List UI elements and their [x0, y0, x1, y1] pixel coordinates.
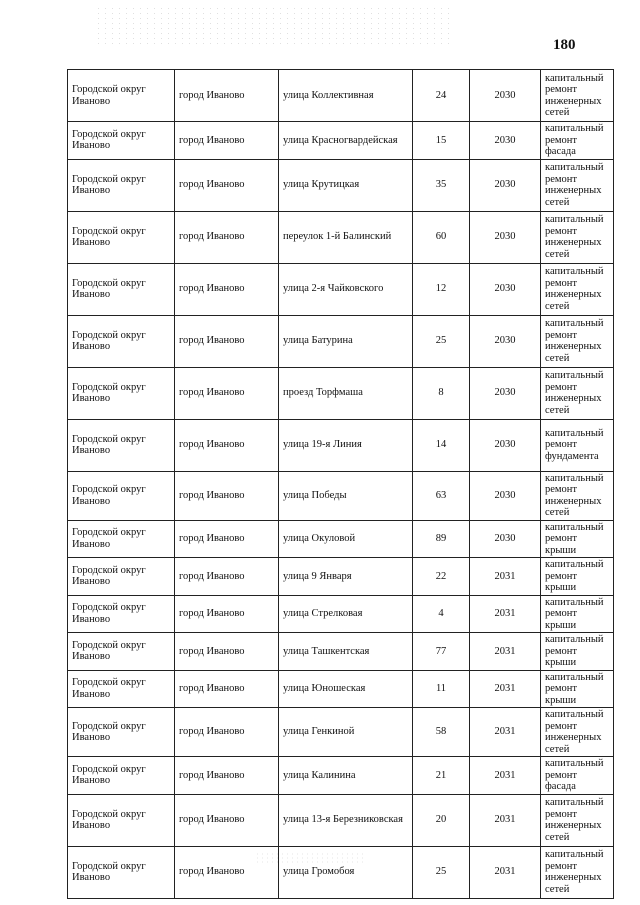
cell-gorod: город Иваново [175, 122, 279, 160]
cell-year: 2030 [470, 70, 541, 122]
cell-gorod: город Иваново [175, 558, 279, 596]
scan-noise-bottom [255, 852, 365, 864]
cell-house-number: 20 [413, 794, 470, 846]
cell-year: 2030 [470, 367, 541, 419]
cell-gorod: город Иваново [175, 70, 279, 122]
cell-okrug: Городской округ Иваново [68, 122, 175, 160]
cell-gorod: город Иваново [175, 211, 279, 263]
cell-year: 2030 [470, 211, 541, 263]
cell-okrug: Городской округ Иваново [68, 159, 175, 211]
cell-gorod: город Иваново [175, 757, 279, 795]
table-row [68, 794, 614, 846]
cell-work-type: капитальный ремонт инженерных сетей [541, 846, 614, 898]
cell-street: улица Ташкентская [279, 633, 413, 671]
cell-gorod: город Иваново [175, 794, 279, 846]
cell-okrug: Городской округ Иваново [68, 263, 175, 315]
data-table [67, 69, 614, 899]
table-row [68, 315, 614, 367]
cell-street: улица Юношеская [279, 670, 413, 708]
table-row [68, 211, 614, 263]
cell-okrug: Городской округ Иваново [68, 757, 175, 795]
table-row [68, 122, 614, 160]
cell-work-type: капитальный ремонт фасада [541, 757, 614, 795]
cell-okrug: Городской округ Иваново [68, 846, 175, 898]
cell-work-type: капитальный ремонт инженерных сетей [541, 471, 614, 520]
page-number: 180 [553, 37, 576, 53]
cell-house-number: 14 [413, 419, 470, 471]
cell-okrug: Городской округ Иваново [68, 419, 175, 471]
cell-gorod: город Иваново [175, 670, 279, 708]
cell-okrug: Городской округ Иваново [68, 558, 175, 596]
cell-house-number: 89 [413, 520, 470, 558]
cell-year: 2030 [470, 471, 541, 520]
cell-street: улица Коллективная [279, 70, 413, 122]
cell-house-number: 35 [413, 159, 470, 211]
cell-year: 2031 [470, 846, 541, 898]
cell-work-type: капитальный ремонт инженерных сетей [541, 315, 614, 367]
table-row [68, 708, 614, 757]
cell-work-type: капитальный ремонт фасада [541, 122, 614, 160]
cell-street: улица 19-я Линия [279, 419, 413, 471]
cell-street: улица Батурина [279, 315, 413, 367]
cell-okrug: Городской округ Иваново [68, 471, 175, 520]
cell-year: 2030 [470, 263, 541, 315]
cell-street: улица Крутицкая [279, 159, 413, 211]
cell-street: улица 13-я Березниковская [279, 794, 413, 846]
cell-house-number: 25 [413, 315, 470, 367]
table-row [68, 670, 614, 708]
cell-house-number: 60 [413, 211, 470, 263]
cell-okrug: Городской округ Иваново [68, 315, 175, 367]
cell-street: улица Окуловой [279, 520, 413, 558]
table-row [68, 520, 614, 558]
cell-work-type: капитальный ремонт крыши [541, 633, 614, 671]
cell-house-number: 11 [413, 670, 470, 708]
cell-gorod: город Иваново [175, 633, 279, 671]
table-row [68, 471, 614, 520]
table-row [68, 159, 614, 211]
cell-house-number: 8 [413, 367, 470, 419]
cell-work-type: капитальный ремонт крыши [541, 558, 614, 596]
cell-okrug: Городской округ Иваново [68, 520, 175, 558]
cell-okrug: Городской округ Иваново [68, 70, 175, 122]
cell-street: улица 9 Января [279, 558, 413, 596]
cell-work-type: капитальный ремонт инженерных сетей [541, 263, 614, 315]
cell-gorod: город Иваново [175, 595, 279, 633]
cell-house-number: 24 [413, 70, 470, 122]
cell-street: улица Победы [279, 471, 413, 520]
table-row [68, 419, 614, 471]
cell-house-number: 58 [413, 708, 470, 757]
cell-street: улица Громобоя [279, 846, 413, 898]
cell-year: 2031 [470, 558, 541, 596]
cell-okrug: Городской округ Иваново [68, 367, 175, 419]
cell-work-type: капитальный ремонт крыши [541, 595, 614, 633]
cell-work-type: капитальный ремонт крыши [541, 670, 614, 708]
cell-year: 2030 [470, 159, 541, 211]
cell-gorod: город Иваново [175, 419, 279, 471]
cell-house-number: 4 [413, 595, 470, 633]
cell-year: 2031 [470, 633, 541, 671]
table-row [68, 633, 614, 671]
cell-year: 2031 [470, 757, 541, 795]
cell-gorod: город Иваново [175, 471, 279, 520]
cell-year: 2030 [470, 520, 541, 558]
cell-year: 2030 [470, 122, 541, 160]
cell-street: улица Стрелковая [279, 595, 413, 633]
cell-okrug: Городской округ Иваново [68, 211, 175, 263]
cell-year: 2030 [470, 315, 541, 367]
cell-gorod: город Иваново [175, 846, 279, 898]
table-row [68, 757, 614, 795]
cell-house-number: 77 [413, 633, 470, 671]
table-row [68, 70, 614, 122]
cell-street: улица Красногвардейская [279, 122, 413, 160]
cell-work-type: капитальный ремонт инженерных сетей [541, 367, 614, 419]
cell-gorod: город Иваново [175, 159, 279, 211]
cell-gorod: город Иваново [175, 520, 279, 558]
table-row [68, 595, 614, 633]
cell-gorod: город Иваново [175, 263, 279, 315]
cell-okrug: Городской округ Иваново [68, 670, 175, 708]
cell-year: 2031 [470, 595, 541, 633]
cell-work-type: капитальный ремонт инженерных сетей [541, 794, 614, 846]
cell-okrug: Городской округ Иваново [68, 708, 175, 757]
cell-house-number: 15 [413, 122, 470, 160]
cell-work-type: капитальный ремонт крыши [541, 520, 614, 558]
cell-work-type: капитальный ремонт инженерных сетей [541, 708, 614, 757]
cell-street: проезд Торфмаша [279, 367, 413, 419]
cell-work-type: капитальный ремонт инженерных сетей [541, 159, 614, 211]
cell-work-type: капитальный ремонт инженерных сетей [541, 211, 614, 263]
cell-gorod: город Иваново [175, 367, 279, 419]
cell-house-number: 63 [413, 471, 470, 520]
cell-house-number: 22 [413, 558, 470, 596]
cell-okrug: Городской округ Иваново [68, 595, 175, 633]
cell-street: улица Калинина [279, 757, 413, 795]
cell-work-type: капитальный ремонт фундамента [541, 419, 614, 471]
cell-house-number: 21 [413, 757, 470, 795]
table-row [68, 263, 614, 315]
cell-okrug: Городской округ Иваново [68, 633, 175, 671]
cell-year: 2031 [470, 670, 541, 708]
cell-street: улица Генкиной [279, 708, 413, 757]
cell-house-number: 25 [413, 846, 470, 898]
scan-noise [95, 6, 455, 46]
cell-work-type: капитальный ремонт инженерных сетей [541, 70, 614, 122]
cell-gorod: город Иваново [175, 708, 279, 757]
cell-street: переулок 1-й Балинский [279, 211, 413, 263]
cell-year: 2030 [470, 419, 541, 471]
table-row [68, 367, 614, 419]
cell-gorod: город Иваново [175, 315, 279, 367]
cell-street: улица 2-я Чайковского [279, 263, 413, 315]
cell-house-number: 12 [413, 263, 470, 315]
cell-okrug: Городской округ Иваново [68, 794, 175, 846]
cell-year: 2031 [470, 794, 541, 846]
cell-year: 2031 [470, 708, 541, 757]
table-row [68, 558, 614, 596]
